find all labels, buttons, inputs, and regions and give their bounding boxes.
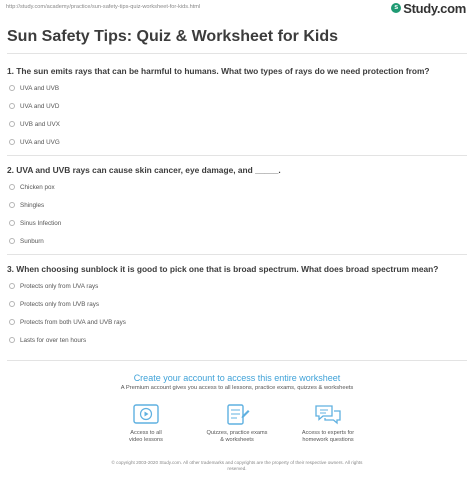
- option-label: Lasts for over ten hours: [20, 336, 87, 344]
- feature-label: Access to experts for: [301, 430, 355, 436]
- question-1-option-4[interactable]: [9, 137, 60, 147]
- copyright-line: reserved.: [227, 466, 247, 471]
- question-3-option-3[interactable]: [9, 317, 126, 327]
- study-logo[interactable]: [391, 1, 466, 15]
- study-logo-icon: s: [391, 3, 401, 13]
- feature-quizzes-worksheets: [192, 404, 282, 444]
- radio-button[interactable]: [9, 121, 15, 127]
- radio-button[interactable]: [9, 238, 15, 244]
- option-label: Sunburn: [20, 237, 44, 245]
- option-label: UVB and UVX: [20, 120, 60, 128]
- radio-button[interactable]: [9, 202, 15, 208]
- top-bar: [0, 0, 474, 18]
- feature-label: video lessons: [129, 437, 163, 443]
- question-2-option-2[interactable]: [9, 200, 44, 210]
- radio-button[interactable]: [9, 220, 15, 226]
- question-2-option-4[interactable]: [9, 236, 44, 246]
- question-3: 3. When choosing sunblock it is good to pick one that is broad spectrum. What does broad spectrum mean?: [7, 264, 439, 274]
- option-label: Protects only from UVB rays: [20, 300, 100, 308]
- expert-chat-icon: [314, 404, 342, 426]
- option-label: Protects from both UVA and UVB rays: [20, 318, 126, 326]
- copyright-notice: [80, 460, 394, 472]
- option-label: UVA and UVG: [20, 138, 60, 146]
- radio-button[interactable]: [9, 283, 15, 289]
- radio-button[interactable]: [9, 103, 15, 109]
- question-divider: [7, 254, 467, 255]
- question-2-option-3[interactable]: [9, 218, 61, 228]
- option-label: Sinus Infection: [20, 219, 62, 227]
- question-2-option-1[interactable]: [9, 182, 55, 192]
- feature-label: Quizzes, practice exams: [206, 430, 268, 436]
- quiz-worksheet-icon: [224, 404, 250, 426]
- radio-button[interactable]: [9, 301, 15, 307]
- question-1-option-3[interactable]: [9, 119, 60, 129]
- option-label: Protects only from UVA rays: [20, 282, 99, 290]
- option-label: UVA and UVB: [20, 84, 60, 92]
- question-1-option-1[interactable]: [9, 83, 59, 93]
- option-label: UVA and UVD: [20, 102, 60, 110]
- create-account-link[interactable]: Create your account to access this entire worksheet: [133, 373, 341, 383]
- radio-button[interactable]: [9, 319, 15, 325]
- question-1: 1. The sun emits rays that can be harmful to humans. What two types of rays do we need protection from?: [7, 66, 430, 76]
- feature-homework-experts: [283, 404, 373, 444]
- video-lesson-icon: [133, 404, 159, 426]
- question-1-option-2[interactable]: [9, 101, 59, 111]
- radio-button[interactable]: [9, 139, 15, 145]
- question-divider: [7, 155, 467, 156]
- premium-description: A Premium account gives you access to all lessons, practice exams, quizzes & worksheets: [120, 385, 354, 391]
- study-logo-text: Study.com: [403, 0, 466, 16]
- title-divider: [7, 53, 467, 54]
- page-title: Sun Safety Tips: Quiz & Worksheet for Kids: [7, 28, 339, 45]
- feature-label: & worksheets: [220, 437, 254, 443]
- page-url: http://study.com/academy/practice/sun-safety-tips-quiz-worksheet-for-kids.html: [6, 4, 201, 10]
- radio-button[interactable]: [9, 184, 15, 190]
- copyright-line: © copyright 2003-2020 Study.com. All other trademarks and copyrights are the property of their respective owners. All rights: [111, 460, 363, 465]
- question-2: 2. UVA and UVB rays can cause skin cancer, eye damage, and _____.: [7, 165, 281, 175]
- radio-button[interactable]: [9, 337, 15, 343]
- question-3-option-4[interactable]: [9, 335, 86, 345]
- option-label: Shingles: [20, 201, 45, 209]
- option-label: Chicken pox: [20, 183, 55, 191]
- feature-label: Access to all: [130, 430, 162, 436]
- question-3-option-2[interactable]: [9, 299, 99, 309]
- feature-video-lessons: [101, 404, 191, 444]
- question-3-option-1[interactable]: [9, 281, 98, 291]
- radio-button[interactable]: [9, 85, 15, 91]
- section-divider: [7, 360, 467, 361]
- feature-label: homework questions: [302, 437, 354, 443]
